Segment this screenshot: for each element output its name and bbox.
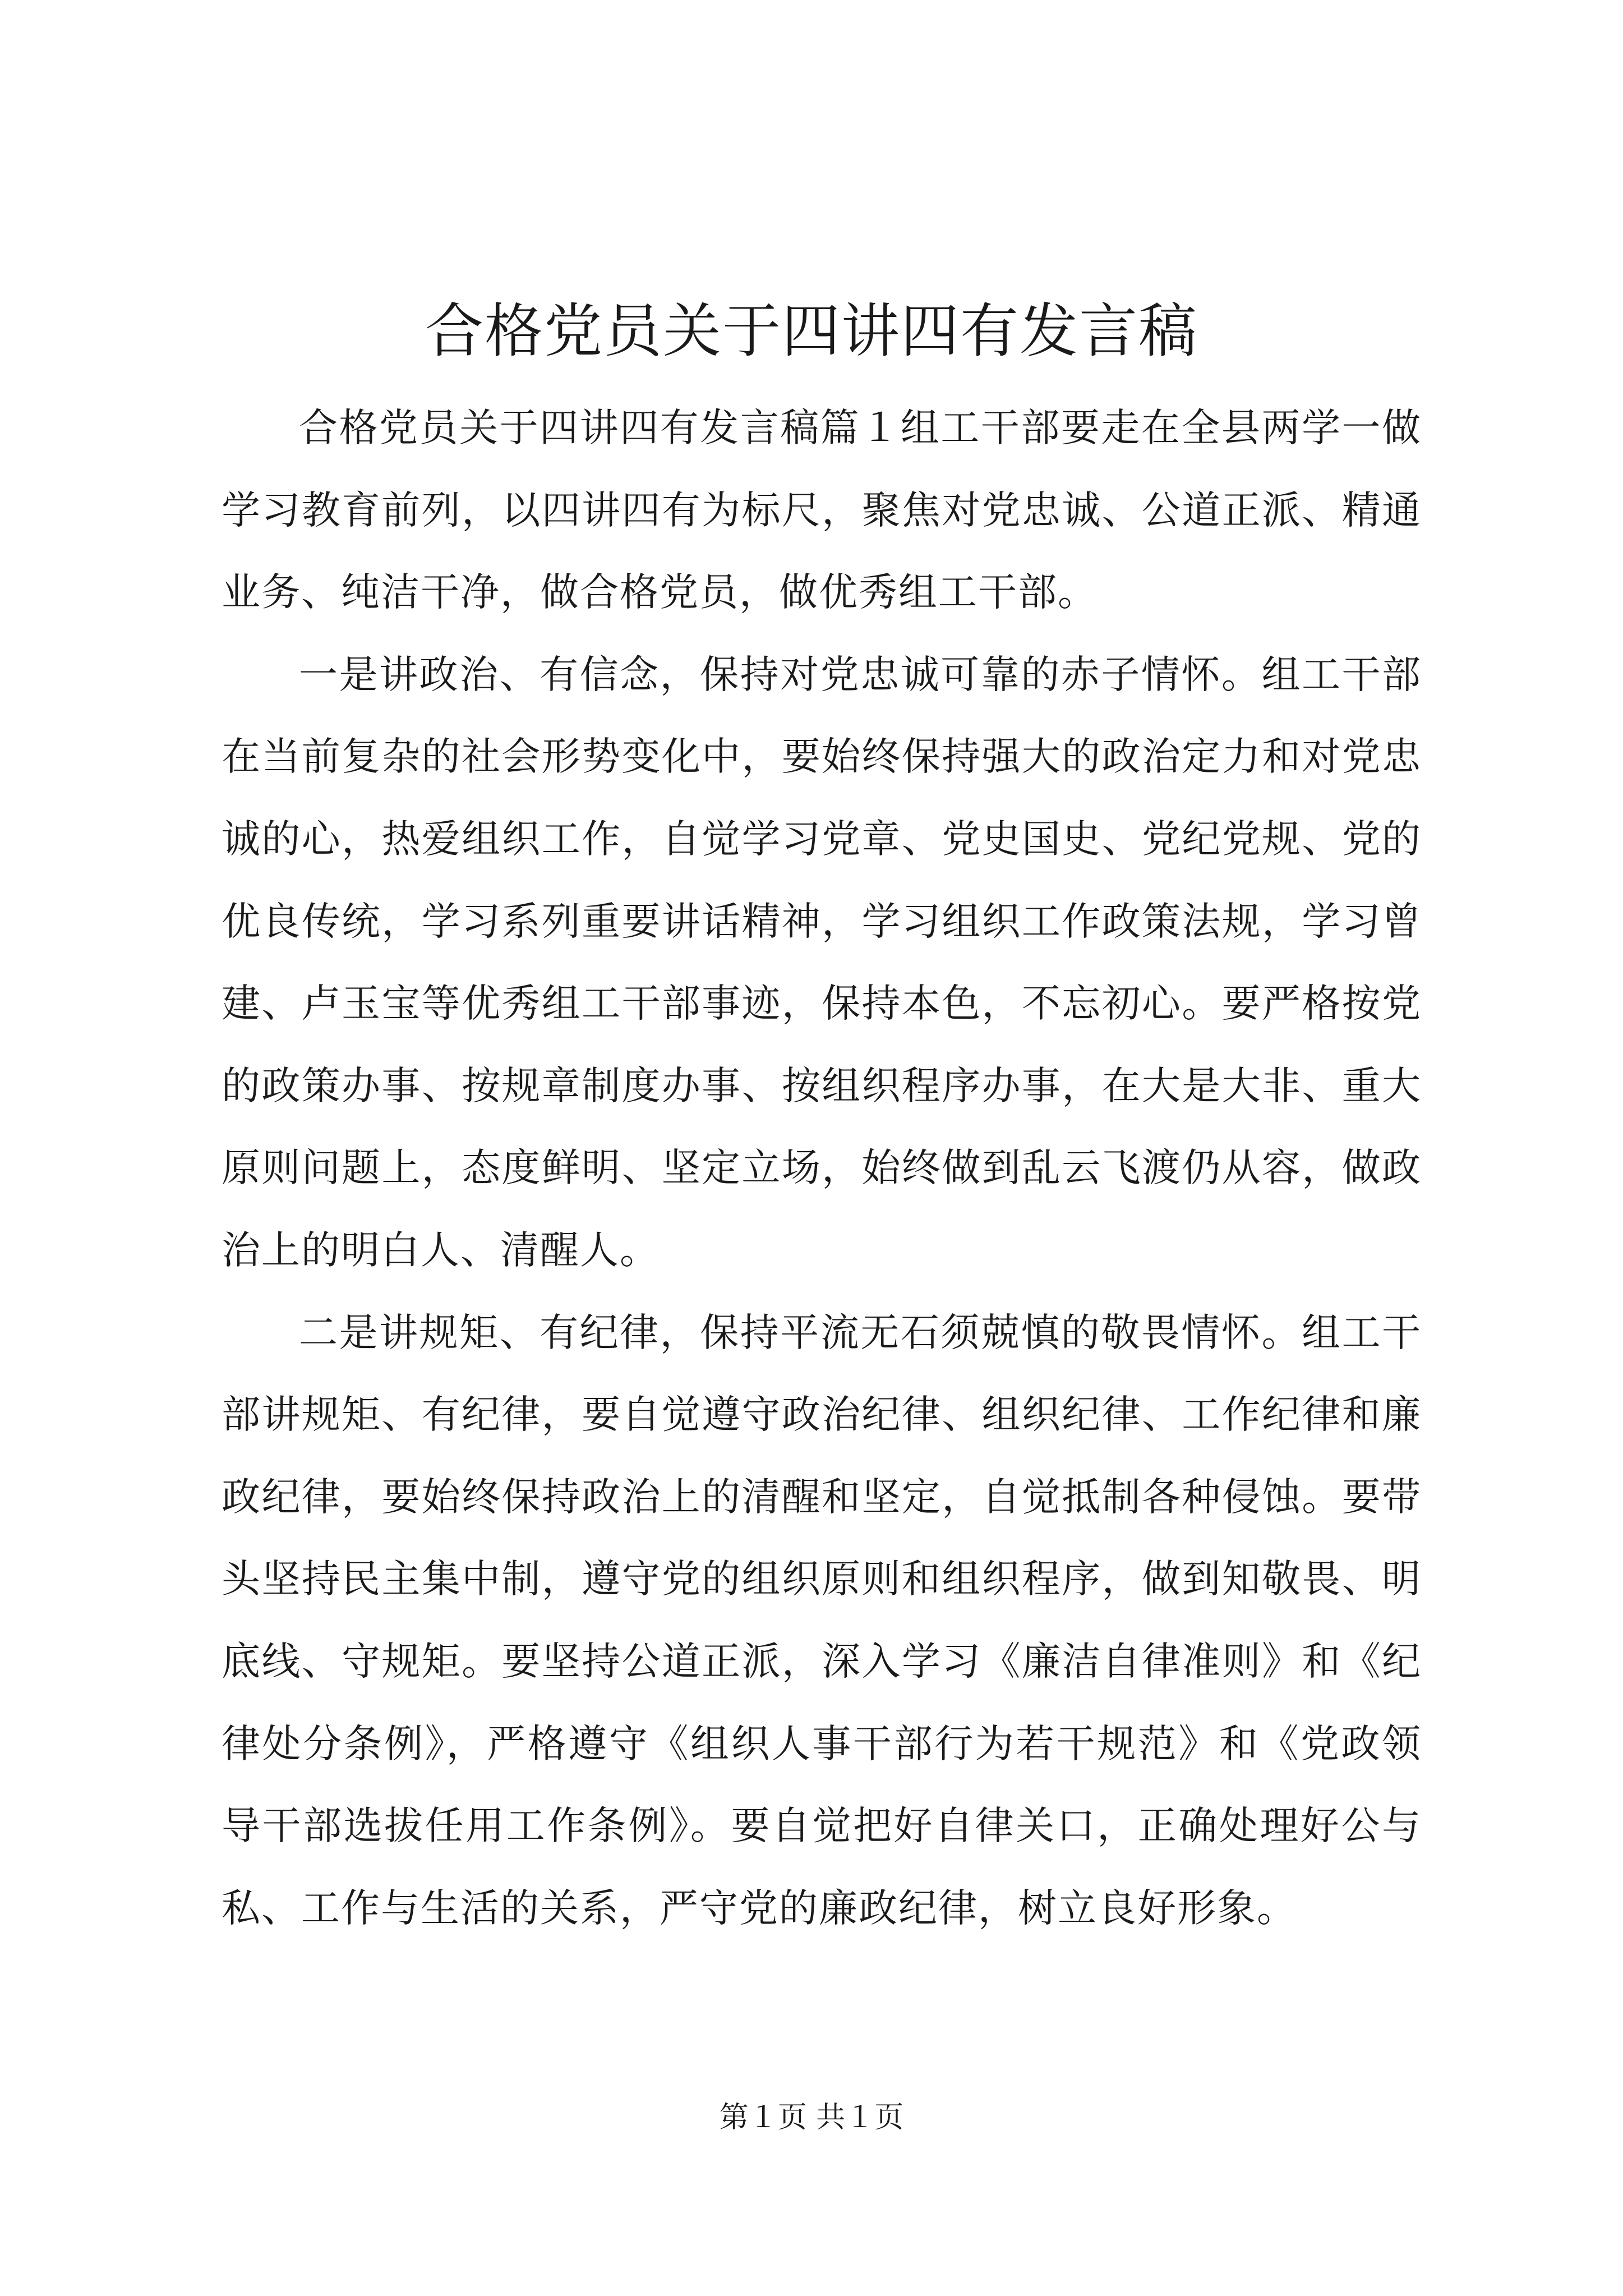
paragraph-politics: 一是讲政治、有信念，保持对党忠诚可靠的赤子情怀。组工干部在当前复杂的社会形势变化中，要始终保持强大的政治定力和对党忠诚的心，热爱组织工作，自觉学习党章、党史国史、党纪党规、党的优良传统，学习系列重要讲话精神，学习组织工作政策法规，学习曾建、卢玉宝等优秀组工干部事迹，保持本色，不忘初心。要严格按党的政策办事、按规章制度办事、按组织程序办事，在大是大非、重大原则问题上，态度鲜明、坚定立场，始终做到乱云飞渡仍从容，做政治上的明白人、清醒人。 [222,652,1422,1273]
paragraph-discipline: 二是讲规矩、有纪律，保持平流无石须兢慎的敬畏情怀。组工干部讲规矩、有纪律，要自觉遵守政治纪律、组织纪律、工作纪律和廉政纪律，要始终保持政治上的清醒和坚定，自觉抵制各种侵蚀。要带头坚持民主集中制，遵守党的组织原则和组织程序，做到知敬畏、明底线、守规矩。要坚持公道正派，深入学习《廉洁自律准则》和《纪律处分条例》，严格遵守《组织人事干部行为若干规范》和《党政领导干部选拔任用工作条例》。要自觉把好自律关口，正确处理好公与私、工作与生活的关系，严守党的廉政纪律，树立良好形象。 [222,1310,1422,1931]
paragraph-intro: 合格党员关于四讲四有发言稿篇１组工干部要走在全县两学一做学习教育前列，以四讲四有为标尺，聚焦对党忠诚、公道正派、精通业务、纯洁干净，做合格党员，做优秀组工干部。 [222,406,1422,615]
document-title: 合格党员关于四讲四有发言稿 [425,297,1198,365]
document-body [222,387,1422,1949]
page-number-footer: 第１页 共１页 [719,2101,904,2134]
